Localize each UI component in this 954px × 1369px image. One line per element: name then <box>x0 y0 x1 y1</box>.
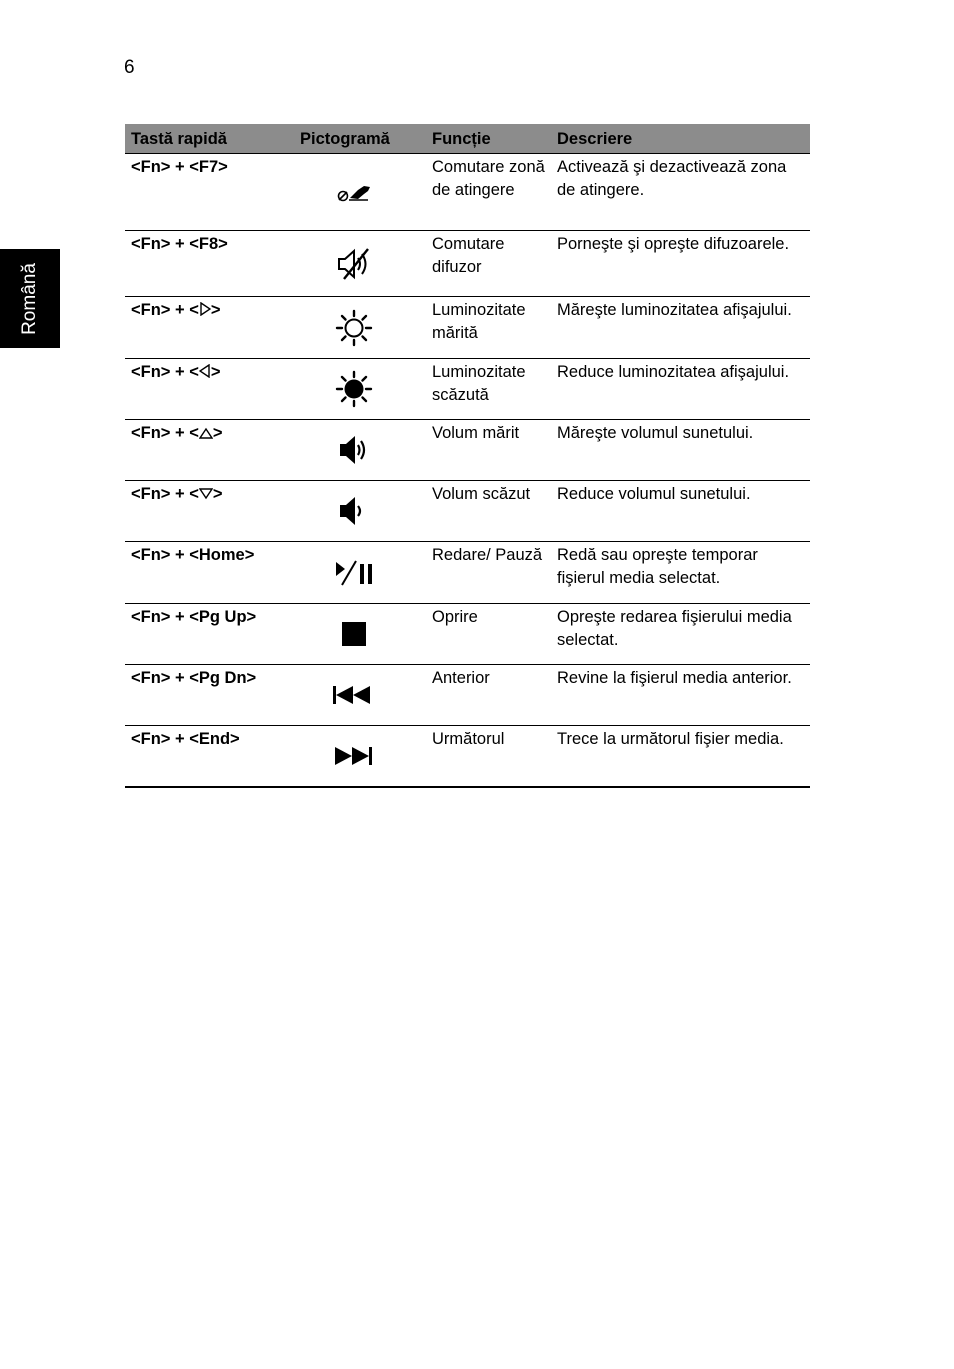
hotkey-prefix: <Fn> + < <box>131 485 199 503</box>
description-cell: Reduce volumul sunetului. <box>551 481 810 542</box>
language-side-tab <box>0 249 60 348</box>
speaker-mute-icon <box>334 247 374 281</box>
function-cell: Oprire <box>426 604 551 665</box>
hotkey-cell <box>125 481 294 542</box>
description-cell: Porneşte şi opreşte difuzoarele. <box>551 231 810 297</box>
description-cell: Redă sau opreşte temporar fişierul media selectat. <box>551 542 810 604</box>
description-cell: Trece la următorul fişier media. <box>551 726 810 787</box>
table-row <box>125 231 810 297</box>
table-row <box>125 665 810 726</box>
brightness-up-icon <box>334 308 374 348</box>
table-row <box>125 542 810 604</box>
header-description: Descriere <box>551 124 810 154</box>
hotkey-suffix: > <box>212 485 223 503</box>
table-row <box>125 154 810 231</box>
function-cell: Comutare zonă de atingere <box>426 154 551 231</box>
description-cell: Activează şi dezactivează zona de atingere. <box>551 154 810 231</box>
table-row <box>125 297 810 359</box>
stop-icon <box>339 619 369 649</box>
description-cell: Opreşte redarea fişierului media selectat. <box>551 604 810 665</box>
left-triangle-arrow-icon <box>199 364 211 378</box>
function-cell: Următorul <box>426 726 551 787</box>
hotkey-cell <box>125 420 294 481</box>
hotkey-cell: <Fn> + <Home> <box>125 542 294 604</box>
function-cell: Luminozitate scăzută <box>426 359 551 420</box>
function-cell: Volum mărit <box>426 420 551 481</box>
touchpad-toggle-icon <box>334 177 374 207</box>
hotkey-prefix: <Fn> + < <box>131 301 199 319</box>
table-row <box>125 481 810 542</box>
description-cell: Măreşte luminozitatea afişajului. <box>551 297 810 359</box>
function-cell: Volum scăzut <box>426 481 551 542</box>
brightness-down-icon <box>334 369 374 409</box>
hotkey-cell: <Fn> + <F7> <box>125 154 294 231</box>
hotkey-cell: <Fn> + <Pg Dn> <box>125 665 294 726</box>
hotkey-cell: <Fn> + <F8> <box>125 231 294 297</box>
description-cell: Măreşte volumul sunetului. <box>551 420 810 481</box>
hotkey-suffix: > <box>210 301 221 319</box>
table-header-row <box>125 124 810 154</box>
hotkey-cell <box>125 297 294 359</box>
function-cell: Luminozitate mărită <box>426 297 551 359</box>
hotkeys-table <box>125 124 810 788</box>
header-icon: Pictogramă <box>294 124 426 154</box>
header-key: Tastă rapidă <box>125 124 294 154</box>
volume-down-icon <box>334 494 374 528</box>
function-cell: Anterior <box>426 665 551 726</box>
hotkey-cell <box>125 359 294 420</box>
hotkey-suffix: > <box>210 363 221 381</box>
description-cell: Revine la fişierul media anterior. <box>551 665 810 726</box>
page-number: 6 <box>124 57 135 78</box>
volume-up-icon <box>334 433 374 467</box>
table-row <box>125 604 810 665</box>
previous-track-icon <box>331 683 377 707</box>
header-function: Funcție <box>426 124 551 154</box>
next-track-icon <box>331 744 377 768</box>
table-row <box>125 420 810 481</box>
function-cell: Redare/ Pauză <box>426 542 551 604</box>
up-triangle-arrow-icon <box>199 427 213 439</box>
play-pause-icon <box>332 558 376 588</box>
right-triangle-arrow-icon <box>199 302 211 316</box>
hotkey-suffix: > <box>212 424 223 442</box>
description-cell: Reduce luminozitatea afişajului. <box>551 359 810 420</box>
hotkey-prefix: <Fn> + < <box>131 424 199 442</box>
hotkey-cell: <Fn> + <End> <box>125 726 294 787</box>
hotkey-prefix: <Fn> + < <box>131 363 199 381</box>
hotkey-cell: <Fn> + <Pg Up> <box>125 604 294 665</box>
function-cell: Comutare difuzor <box>426 231 551 297</box>
language-tab-label: Română <box>19 263 40 335</box>
table-row <box>125 359 810 420</box>
down-triangle-arrow-icon <box>199 488 213 500</box>
table-row <box>125 726 810 787</box>
